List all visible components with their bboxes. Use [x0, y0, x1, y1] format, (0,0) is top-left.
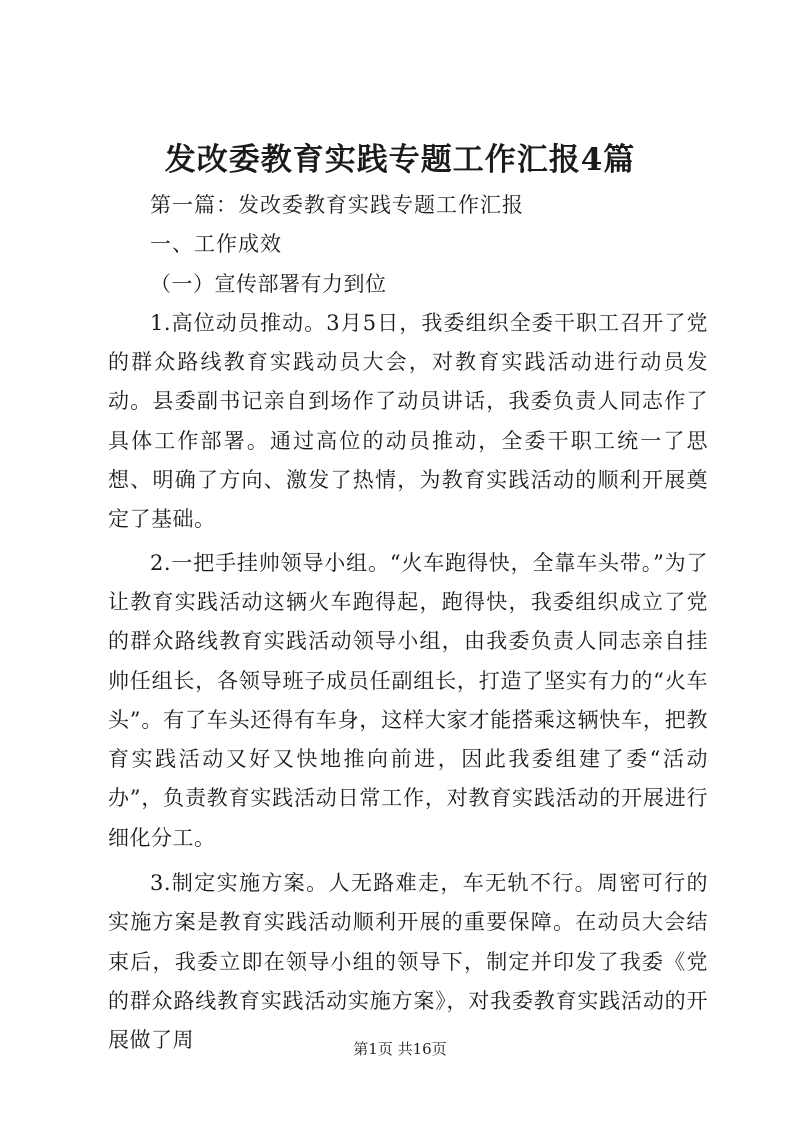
sub-heading: （一）宣传部署有力到位	[150, 271, 387, 296]
page-footer: 第1页 共16页	[353, 1040, 447, 1058]
paragraph-3: 3.制定实施方案。人无路难走，车无轨不行。周密可行的实施方案是教育实践活动顺利开展的重要保障。在动员大会结束后，我委立即在领导小组的领导下，制定并印发了我委《党的群众路线教育实践活动实施方案》，对我委教育实践活动的开展做了周	[108, 871, 708, 1053]
section-heading: 第一篇：发改委教育实践专题工作汇报	[150, 193, 524, 217]
document-body	[108, 186, 708, 1061]
document-title: 发改委教育实践专题工作汇报4篇	[164, 142, 636, 178]
paragraph-2: 2.一把手挂帅领导小组。“火车跑得快，全靠车头带。”为了让教育实践活动这辆火车跑得起，跑得快，我委组织成立了党的群众路线教育实践活动领导小组，由我委负责人同志亲自挂帅任组长，各领导班子成员任副组长，打造了坚实有力的“火车头”。有了车头还得有车身，这样大家才能搭乘这辆快车，把教育实践活动又好又快地推向前进，因此我委组建了委“活动办”，负责教育实践活动日常工作，对教育实践活动的开展进行细化分工。	[108, 550, 708, 850]
paragraph-1: 1.高位动员推动。3月5日，我委组织全委干职工召开了党的群众路线教育实践动员大会，对教育实践活动进行动员发动。县委副书记亲自到场作了动员讲话，我委负责人同志作了具体工作部署。通过高位的动员推动，全委干职工统一了思想、明确了方向、激发了热情，为教育实践活动的顺利开展奠定了基础。	[108, 310, 708, 532]
part-heading: 一、工作成效	[150, 232, 282, 257]
